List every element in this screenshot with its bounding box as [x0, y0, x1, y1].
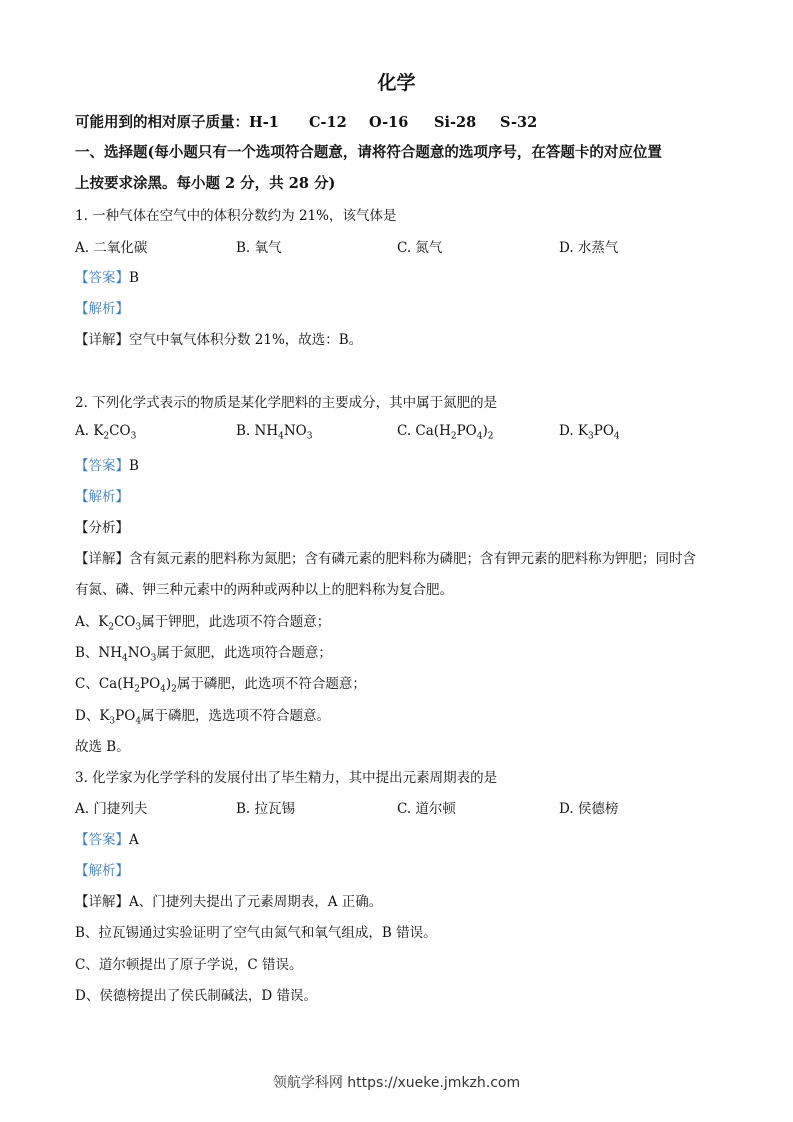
q3-option-b: B. 拉瓦锡	[236, 801, 296, 817]
section-heading-line2: 上按要求涂黑。每小题 2 分，共 28 分)	[75, 175, 336, 192]
q3-option-c: C. 道尔顿	[397, 801, 456, 817]
q2-conclusion: 故选 B。	[75, 739, 130, 755]
q3-answer	[75, 828, 139, 848]
q2-option-d: D. $K_3PO_4$	[559, 423, 620, 442]
q2-detail-line2: 有氮、磷、钾三种元素中的两种或两种以上的肥料称为复合肥。	[75, 582, 453, 598]
footer-watermark: 领航学科网 https://xueke.jmkzh.com	[272, 1075, 521, 1091]
q3-stem: 3. 化学家为化学学科的发展付出了毕生精力，其中提出元素周期表的是	[75, 770, 498, 786]
q2-detail-line1: 【详解】含有氮元素的肥料称为氮肥；含有磷元素的肥料称为磷肥；含有钾元素的肥料称为钾肥；同时含	[75, 551, 696, 567]
q1-stem: 1. 一种气体在空气中的体积分数约为 21%，该气体是	[75, 208, 397, 224]
q3-option-a: A. 门捷列夫	[75, 801, 148, 817]
q1-answer	[75, 266, 139, 286]
q2-option-c: C. $Ca(H_2PO_4)_2$	[397, 423, 494, 442]
q2-analysis-tag: 【解析】	[75, 489, 129, 505]
q2-explain-b: B、$NH_4NO_3$属于氮肥，此选项符合题意；	[75, 645, 332, 664]
q1-option-c: C. 氮气	[397, 240, 443, 256]
q1-option-b: B. 氧气	[236, 240, 282, 256]
atomic-mass-line	[75, 111, 537, 132]
q2-stem: 2. 下列化学式表示的物质是某化学肥料的主要成分，其中属于氮肥的是	[75, 395, 498, 411]
mass-o: O-16	[369, 114, 409, 131]
mass-h: H-1	[249, 114, 279, 131]
q1-option-d: D. 水蒸气	[559, 240, 619, 256]
mass-si: Si-28	[434, 114, 477, 131]
page-title: 化学	[377, 72, 416, 94]
answer-tag: 【答案】	[75, 458, 129, 474]
answer-tag: 【答案】	[75, 270, 129, 286]
q2-explain-a: A、$K_2CO_3$属于钾肥，此选项不符合题意；	[75, 614, 331, 633]
atomic-mass-label: 可能用到的相对原子质量：	[75, 114, 249, 131]
q1-detail: 【详解】空气中氧气体积分数 21%，故选：B。	[75, 332, 363, 348]
q1-analysis-tag: 【解析】	[75, 301, 129, 317]
q3-detail-1: 【详解】A、门捷列夫提出了元素周期表，A 正确。	[75, 894, 383, 910]
mass-s: S-32	[500, 114, 538, 131]
q2-fenxi: 【分析】	[75, 520, 129, 536]
q2-option-a: A. $K_2CO_3$	[75, 423, 137, 442]
mass-c: C-12	[309, 114, 347, 131]
section-heading-line1: 一、选择题(每小题只有一个选项符合题意，请将符合题意的选项序号，在答题卡的对应位置	[75, 144, 662, 161]
q3-answer-value: A	[129, 832, 139, 848]
q2-answer-value: B	[129, 458, 139, 474]
q3-detail-3: C、道尔顿提出了原子学说，C 错误。	[75, 957, 303, 973]
answer-tag: 【答案】	[75, 832, 129, 848]
q3-option-d: D. 侯德榜	[559, 801, 619, 817]
q3-detail-4: D、侯德榜提出了侯氏制碱法，D 错误。	[75, 988, 317, 1004]
q2-explain-c: C、$Ca(H_2PO_4)_2$属于磷肥，此选项不符合题意；	[75, 676, 366, 695]
q2-option-b: B. $NH_4NO_3$	[236, 423, 313, 442]
q3-analysis-tag: 【解析】	[75, 863, 129, 879]
q1-answer-value: B	[129, 270, 139, 286]
q2-answer	[75, 454, 139, 474]
q2-explain-d: D、$K_3PO_4$属于磷肥，选选项不符合题意。	[75, 708, 331, 727]
q3-detail-2: B、拉瓦锡通过实验证明了空气由氮气和氧气组成，B 错误。	[75, 925, 437, 941]
q1-option-a: A. 二氧化碳	[75, 240, 148, 256]
